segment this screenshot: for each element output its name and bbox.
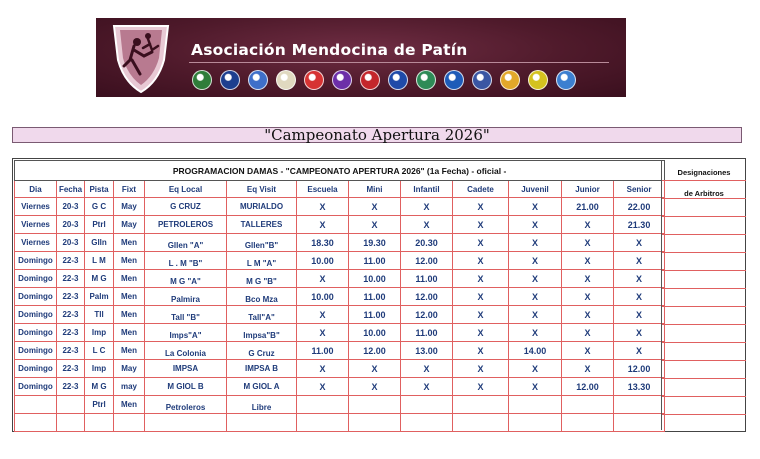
table-cell: G CRUZ [145, 198, 227, 216]
table-cell: X [349, 378, 401, 396]
table-cell: X [401, 198, 453, 216]
table-cell: Men [114, 288, 145, 306]
table-cell: 13.00 [401, 342, 453, 360]
table-cell: 10.00 [297, 288, 349, 306]
table-cell: X [614, 342, 665, 360]
table-cell: Gllen"B" [227, 234, 297, 252]
table-cell: 11.00 [349, 288, 401, 306]
club-logo-icon [220, 70, 240, 90]
table-row [15, 414, 665, 432]
table-cell: 11.00 [401, 324, 453, 342]
table-cell: 12.00 [401, 252, 453, 270]
table-cell: X [509, 216, 562, 234]
row-divider [662, 234, 746, 235]
table-cell: X [614, 288, 665, 306]
row-divider [662, 252, 746, 253]
table-cell: X [401, 216, 453, 234]
table-cell [401, 396, 453, 414]
table-cell: X [453, 198, 509, 216]
table-cell [401, 414, 453, 432]
schedule-table [14, 160, 665, 432]
table-cell [562, 414, 614, 432]
table-cell [509, 396, 562, 414]
table-cell: X [614, 234, 665, 252]
column-header-row [15, 181, 665, 198]
column-header: Pista [85, 181, 114, 198]
table-cell: 11.00 [297, 342, 349, 360]
table-cell [562, 396, 614, 414]
table-cell: Domingo [15, 324, 57, 342]
table-cell: X [401, 378, 453, 396]
table-cell: M GIOL B [145, 378, 227, 396]
column-header: Eq Visit [227, 181, 297, 198]
table-cell: X [562, 306, 614, 324]
table-cell [453, 414, 509, 432]
row-divider [662, 180, 746, 181]
table-cell: 12.00 [401, 288, 453, 306]
table-cell: X [562, 360, 614, 378]
table-cell: X [509, 378, 562, 396]
table-cell: X [453, 378, 509, 396]
club-logo-icon [416, 70, 436, 90]
table-cell: Libre [227, 396, 297, 414]
table-cell: 22-3 [57, 306, 85, 324]
table-cell: L C [85, 342, 114, 360]
table-cell [57, 396, 85, 414]
header-banner [96, 18, 626, 97]
table-cell: 12.00 [562, 378, 614, 396]
table-cell: MURIALDO [227, 198, 297, 216]
table-cell: X [297, 360, 349, 378]
table-cell: X [614, 252, 665, 270]
table-row [15, 216, 665, 234]
table-cell: X [297, 198, 349, 216]
table-cell [614, 414, 665, 432]
club-logo-icon [332, 70, 352, 90]
table-cell: L . M "B" [145, 252, 227, 270]
programacion-header: PROGRAMACION DAMAS - "CAMPEONATO APERTURA 2026" (1a Fecha) - oficial - [15, 161, 665, 181]
table-cell: Tll [85, 306, 114, 324]
table-row [15, 234, 665, 252]
table-cell: X [562, 270, 614, 288]
table-cell: X [453, 360, 509, 378]
club-logo-icon [388, 70, 408, 90]
table-cell: X [509, 198, 562, 216]
club-logo-icon [444, 70, 464, 90]
table-row [15, 378, 665, 396]
table-cell [453, 396, 509, 414]
table-cell: X [453, 216, 509, 234]
table-cell: 20-3 [57, 216, 85, 234]
row-divider [662, 324, 746, 325]
table-cell: Viernes [15, 198, 57, 216]
table-cell: G Cruz [227, 342, 297, 360]
row-divider [662, 360, 746, 361]
table-cell: Ptrl [85, 216, 114, 234]
table-cell: 22-3 [57, 270, 85, 288]
column-header: Senior [614, 181, 665, 198]
table-cell: 22-3 [57, 342, 85, 360]
table-cell [297, 414, 349, 432]
table-cell: Domingo [15, 378, 57, 396]
table-cell: 20-3 [57, 234, 85, 252]
designaciones-label: Designaciones [677, 168, 731, 177]
schedule-sheet [12, 158, 746, 432]
table-cell: X [509, 234, 562, 252]
table-cell [614, 396, 665, 414]
table-cell: 22-3 [57, 378, 85, 396]
table-cell: Domingo [15, 342, 57, 360]
row-divider [662, 378, 746, 379]
table-cell: 10.00 [349, 270, 401, 288]
table-cell: X [297, 324, 349, 342]
table-cell: Domingo [15, 360, 57, 378]
club-logo-icon [276, 70, 296, 90]
table-row [15, 270, 665, 288]
table-cell: Men [114, 396, 145, 414]
column-header: Dia [15, 181, 57, 198]
table-cell: 22-3 [57, 252, 85, 270]
club-logo-icon [556, 70, 576, 90]
table-cell: IMPSA B [227, 360, 297, 378]
table-cell: X [297, 270, 349, 288]
table-cell: La Colonia [145, 342, 227, 360]
table-cell: X [453, 306, 509, 324]
table-cell: X [509, 288, 562, 306]
table-cell: Domingo [15, 270, 57, 288]
table-cell: 22-3 [57, 324, 85, 342]
table-cell: 12.00 [401, 306, 453, 324]
table-cell: IMPSA [145, 360, 227, 378]
table-cell: X [614, 306, 665, 324]
row-divider [662, 342, 746, 343]
table-cell: Viernes [15, 234, 57, 252]
table-cell: X [509, 306, 562, 324]
table-row [15, 288, 665, 306]
club-logos [192, 70, 576, 90]
column-header: Juvenil [509, 181, 562, 198]
table-cell: Glln [85, 234, 114, 252]
table-cell: Domingo [15, 252, 57, 270]
table-cell [114, 414, 145, 432]
table-cell [349, 396, 401, 414]
table-cell: Men [114, 252, 145, 270]
club-logo-icon [304, 70, 324, 90]
column-header: Junior [562, 181, 614, 198]
club-logo-icon [500, 70, 520, 90]
table-cell: Tall"A" [227, 306, 297, 324]
table-cell: Petroleros [145, 396, 227, 414]
table-cell: TALLERES [227, 216, 297, 234]
table-cell: 11.00 [349, 306, 401, 324]
table-cell: 22-3 [57, 360, 85, 378]
table-cell: X [349, 216, 401, 234]
table-cell: X [562, 234, 614, 252]
table-cell: 22-3 [57, 288, 85, 306]
table-cell: Palm [85, 288, 114, 306]
table-row [15, 396, 665, 414]
table-cell: Bco Mza [227, 288, 297, 306]
club-logo-icon [248, 70, 268, 90]
table-cell: X [401, 360, 453, 378]
column-header: Fecha [57, 181, 85, 198]
table-cell: X [453, 234, 509, 252]
table-cell: 10.00 [297, 252, 349, 270]
table-cell: Men [114, 306, 145, 324]
club-logo-icon [360, 70, 380, 90]
table-cell: 20-3 [57, 198, 85, 216]
table-cell: X [453, 324, 509, 342]
club-logo-icon [528, 70, 548, 90]
table-cell: 12.00 [614, 360, 665, 378]
table-cell: 21.00 [562, 198, 614, 216]
table-cell: X [509, 252, 562, 270]
table-cell: 22.00 [614, 198, 665, 216]
table-cell: X [562, 252, 614, 270]
table-cell: 13.30 [614, 378, 665, 396]
table-cell: X [297, 378, 349, 396]
table-cell [15, 414, 57, 432]
table-cell [15, 396, 57, 414]
row-divider [662, 198, 746, 199]
table-cell: X [453, 270, 509, 288]
column-header: Escuela [297, 181, 349, 198]
table-cell: X [453, 252, 509, 270]
table-cell: Viernes [15, 216, 57, 234]
table-cell: Palmira [145, 288, 227, 306]
association-title: Asociación Mendocina de Patín [191, 41, 468, 59]
row-divider [662, 306, 746, 307]
table-row [15, 198, 665, 216]
table-row [15, 360, 665, 378]
table-row [15, 252, 665, 270]
table-cell [227, 414, 297, 432]
table-cell: X [297, 306, 349, 324]
table-cell: M G "A" [145, 270, 227, 288]
table-cell [297, 396, 349, 414]
club-logo-icon [472, 70, 492, 90]
table-cell [145, 414, 227, 432]
title-underline [189, 62, 609, 63]
table-cell: X [614, 270, 665, 288]
table-cell: PETROLEROS [145, 216, 227, 234]
table-cell: X [562, 324, 614, 342]
table-cell: G C [85, 198, 114, 216]
table-cell: X [614, 324, 665, 342]
table-cell: 11.00 [349, 252, 401, 270]
table-cell: 12.00 [349, 342, 401, 360]
table-cell: M G [85, 270, 114, 288]
table-cell: 14.00 [509, 342, 562, 360]
table-cell: L M [85, 252, 114, 270]
table-cell: X [453, 288, 509, 306]
table-cell: X [349, 360, 401, 378]
table-cell: Men [114, 270, 145, 288]
table-cell: X [509, 360, 562, 378]
table-cell: Domingo [15, 288, 57, 306]
table-cell [57, 414, 85, 432]
table-cell: M G [85, 378, 114, 396]
table-cell: Domingo [15, 306, 57, 324]
table-cell: Impsa"B" [227, 324, 297, 342]
table-cell [85, 414, 114, 432]
row-divider [662, 270, 746, 271]
table-cell: Imp [85, 360, 114, 378]
table-cell: 11.00 [401, 270, 453, 288]
table-cell [509, 414, 562, 432]
association-logo [110, 20, 172, 94]
table-cell: 20.30 [401, 234, 453, 252]
column-header: Mini [349, 181, 401, 198]
table-cell: 19.30 [349, 234, 401, 252]
table-cell: X [562, 288, 614, 306]
club-logo-icon [192, 70, 212, 90]
table-cell: Gllen "A" [145, 234, 227, 252]
arbitros-label: de Arbitros [684, 189, 724, 198]
table-cell: M GIOL A [227, 378, 297, 396]
table-cell: May [114, 360, 145, 378]
column-header: Fixt [114, 181, 145, 198]
column-header: Infantil [401, 181, 453, 198]
row-divider [662, 288, 746, 289]
row-divider [662, 216, 746, 217]
table-cell: L M "A" [227, 252, 297, 270]
table-cell: X [562, 342, 614, 360]
table-cell: X [562, 216, 614, 234]
table-cell: Imps"A" [145, 324, 227, 342]
table-cell: May [114, 198, 145, 216]
table-cell: Imp [85, 324, 114, 342]
table-cell: Tall "B" [145, 306, 227, 324]
table-cell: 18.30 [297, 234, 349, 252]
table-cell: Ptrl [85, 396, 114, 414]
table-cell: M G "B" [227, 270, 297, 288]
table-cell: Men [114, 342, 145, 360]
table-cell: X [453, 342, 509, 360]
table-cell: May [114, 216, 145, 234]
table-cell: X [349, 198, 401, 216]
column-header: Cadete [453, 181, 509, 198]
row-divider [662, 396, 746, 397]
table-cell: X [509, 324, 562, 342]
designaciones-column [661, 160, 745, 430]
table-row [15, 324, 665, 342]
table-cell: may [114, 378, 145, 396]
table-cell: Men [114, 324, 145, 342]
table-cell: 10.00 [349, 324, 401, 342]
table-cell [349, 414, 401, 432]
table-cell: 21.30 [614, 216, 665, 234]
table-row [15, 342, 665, 360]
championship-title: "Campeonato Apertura 2026" [12, 127, 742, 143]
row-divider [662, 414, 746, 415]
table-cell: X [509, 270, 562, 288]
table-cell: Men [114, 234, 145, 252]
table-cell: X [297, 216, 349, 234]
column-header: Eq Local [145, 181, 227, 198]
table-row [15, 306, 665, 324]
